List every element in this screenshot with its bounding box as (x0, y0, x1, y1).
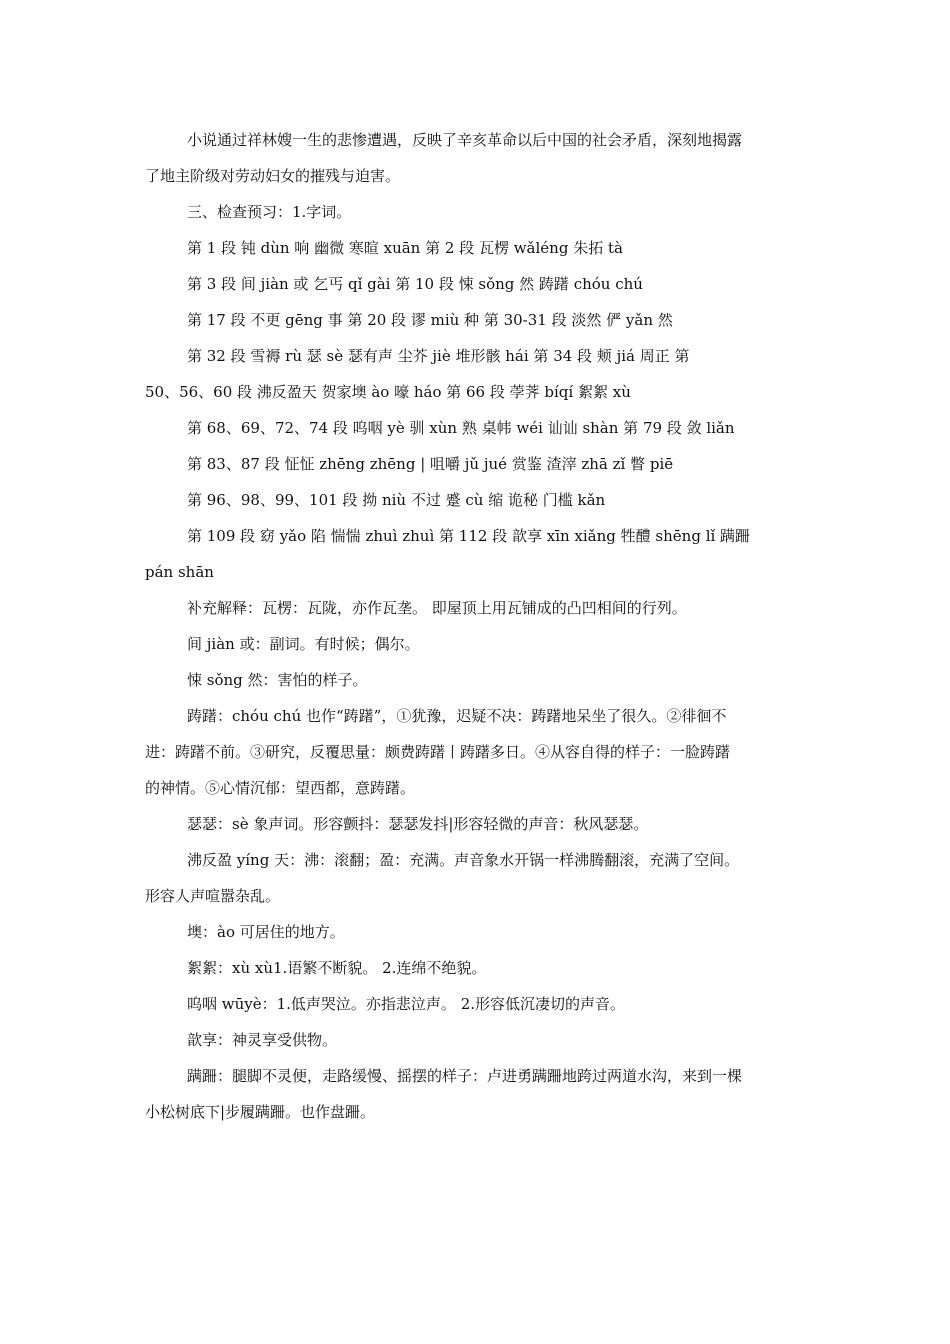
vocab-line: 第 109 段 窈 yǎo 陷 惴惴 zhuì zhuì 第 112 段 歆享 xīn xiǎng 牲醴 shēng lǐ 蹒跚 (187, 527, 751, 545)
definition-line: 踌躇：chóu chú 也作“踌躇”，①犹豫，迟疑不决：踌躇地呆坐了很久。②徘徊不 (187, 707, 727, 725)
definition-line: 悚 sǒng 然：害怕的样子。 (187, 671, 368, 689)
definition-line: 蹒跚：腿脚不灵便，走路缓慢、摇摆的样子：卢进勇蹒跚地跨过两道水沟，来到一棵 (187, 1067, 743, 1085)
vocab-line: 第 68、69、72、74 段 呜咽 yè 驯 xùn 熟 桌帏 wéi 讪讪 shàn 第 79 段 敛 liǎn (187, 419, 735, 437)
definition-line: 絮絮：xù xù1.语繁不断貌。 2.连绵不绝貌。 (187, 959, 487, 977)
definition-line: 墺：ào 可居住的地方。 (187, 923, 345, 941)
vocab-line: 第 3 段 间 jiàn 或 乞丐 qǐ gài 第 10 段 悚 sǒng 然 踌躇 chóu chú (187, 275, 643, 293)
definition-line: 的神情。⑤心情沉郁：望西都，意踌躇。 (145, 779, 416, 797)
vocab-line: 50、56、60 段 沸反盈天 贺家墺 ào 嚎 háo 第 66 段 荸荠 bíqí 絮絮 xù (145, 383, 631, 401)
vocab-line: 第 17 段 不更 gēng 事 第 20 段 谬 miù 种 第 30-31 段 淡然 俨 yǎn 然 (187, 311, 673, 329)
definition-line: 歆享：神灵享受供物。 (187, 1031, 338, 1049)
vocab-line: 第 96、98、99、101 段 拗 niù 不过 蹙 cù 缩 诡秘 门槛 kǎn (187, 491, 606, 509)
definition-line: 沸反盈 yíng 天：沸：滚翻；盈：充满。声音象水开锅一样沸腾翻滚，充满了空间。 (187, 851, 740, 869)
definition-line: 补充解释：瓦楞：瓦陇，亦作瓦垄。 即屋顶上用瓦铺成的凸凹相间的行列。 (187, 599, 687, 617)
definition-line: 间 jiàn 或：副词。有时候；偶尔。 (187, 635, 420, 653)
vocab-line: 第 83、87 段 怔怔 zhēng zhēng | 咀嚼 jǔ jué 赏鉴 渣滓 zhā zǐ 瞥 piē (187, 455, 674, 473)
definition-line: 呜咽 wūyè：1.低声哭泣。亦指悲泣声。 2.形容低沉凄切的声音。 (187, 995, 626, 1013)
vocab-line: 第 1 段 钝 dùn 响 幽微 寒暄 xuān 第 2 段 瓦楞 wǎléng 朱拓 tà (187, 239, 623, 257)
section-heading: 三、检查预习：1.字词。 (187, 203, 352, 221)
definition-line: 进：踌躇不前。③研究，反覆思量：颇费踌躇丨踌躇多日。④从容自得的样子：一脸踌躇 (145, 743, 731, 761)
definition-line: 瑟瑟：sè 象声词。形容颤抖：瑟瑟发抖|形容轻微的声音：秋风瑟瑟。 (187, 815, 649, 833)
document-body (145, 122, 810, 1130)
definition-line: 小松树底下|步履蹒跚。也作盘跚。 (145, 1103, 376, 1121)
definition-line: 形容人声喧嚣杂乱。 (145, 887, 281, 905)
paragraph-line: 小说通过祥林嫂一生的悲惨遭遇，反映了辛亥革命以后中国的社会矛盾，深刻地揭露 (187, 131, 743, 149)
vocab-line: 第 32 段 雪褥 rù 瑟 sè 瑟有声 尘芥 jiè 堆形骸 hái 第 34 段 颊 jiá 周正 第 (187, 347, 690, 365)
paragraph-line: 了地主阶级对劳动妇女的摧残与迫害。 (145, 167, 401, 185)
vocab-line: pán shān (145, 563, 214, 581)
